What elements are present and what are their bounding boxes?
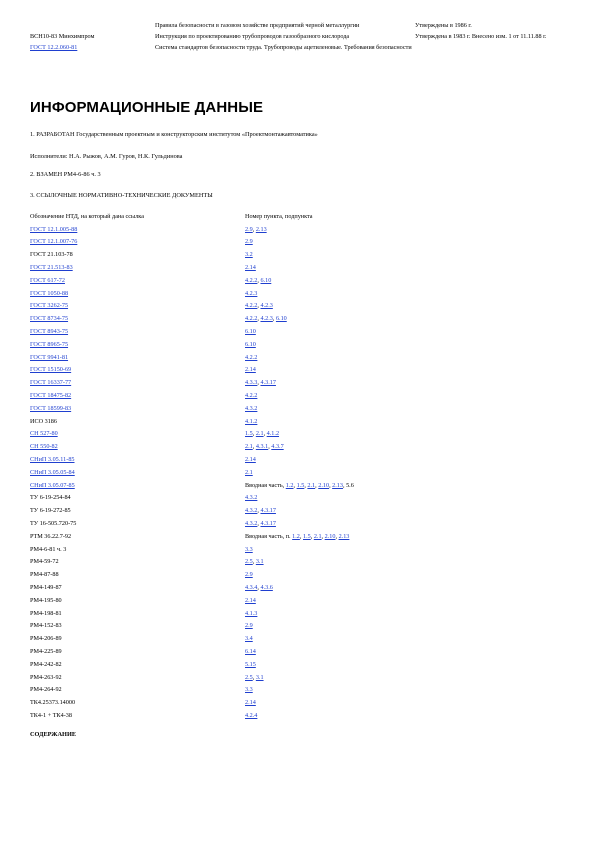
related-document-status: Утверждены в 1986 г. [415,22,472,29]
reference-document: ТУ 16-505.720-75 [30,520,77,528]
reference-row [30,594,550,607]
reference-point-link[interactable]: 3.4 [245,635,253,643]
reference-point-link[interactable]: 4.2.4 [245,711,258,719]
reference-row [30,274,550,287]
reference-row [30,364,550,377]
reference-row [30,351,550,364]
reference-document[interactable]: ГОСТ 3262-75 [30,302,69,310]
references-section-title: 3. ССЫЛОЧНЫЕ НОРМАТИВНО-ТЕХНИЧЕСКИЕ ДОКУМЕНТЫ [30,192,213,199]
reference-points-cell [245,402,550,415]
reference-point-link[interactable]: 4.3.6 [260,584,273,591]
related-document-row [30,22,570,33]
reference-document[interactable]: СН 527-80 [30,430,58,438]
developer-section: 1. РАЗРАБОТАН Государственным проектным и конструкторским институтом «Проектмонтажавтоматика» [30,131,318,138]
reference-points-cell: 4.2.2, 4.2.3 [245,302,273,310]
reference-point-link[interactable]: 4.2.3 [260,315,273,323]
reference-point-link[interactable]: 2.1 [307,481,316,489]
reference-point-link[interactable]: 1.5 [302,532,311,540]
reference-point-link[interactable]: 1.2 [285,481,294,489]
reference-point-link[interactable]: 2.9 [245,225,253,233]
related-document-status [415,44,570,55]
related-document-row [30,44,570,55]
reference-document: РМ4-59-72 [30,558,59,566]
reference-points-cell [245,248,550,261]
reference-point-link[interactable]: 2.5 [245,673,253,681]
reference-points-cell [245,632,550,645]
reference-document: РМ4-149-87 [30,584,62,591]
reference-point-link[interactable]: 1.5 [245,430,253,438]
reference-row [30,581,550,594]
reference-point-link[interactable]: 2.1 [255,430,264,438]
reference-row [30,517,550,530]
reference-document: РМ4-206-89 [30,635,62,643]
replaces-section: 2. ВЗАМЕН РМ4-6-86 ч. 3 [30,171,101,178]
reference-points-cell [245,389,550,402]
reference-point-link[interactable]: 4.1.2 [245,417,258,425]
reference-row [30,466,550,479]
reference-document[interactable]: СНиП 3.05.11-85 [30,456,75,464]
reference-row [30,479,550,492]
reference-document: РМ4-152-83 [30,622,62,630]
reference-point-link[interactable]: 2.9 [245,622,253,630]
reference-points-cell: 4.3.4, 4.3.6 [245,584,273,591]
reference-document: РМ4-195-80 [30,596,62,604]
reference-points-cell [245,287,550,300]
reference-document: РМ4-225-89 [30,647,62,655]
reference-points-cell [245,709,550,722]
reference-point-link[interactable]: 4.3.3 [245,379,258,387]
reference-points-suffix: , 5.6 [342,481,354,489]
reference-point-link[interactable]: 4.2.3 [260,302,273,310]
reference-document[interactable]: ГОСТ 12.1.007-76 [30,238,78,246]
reference-points-cell: 2.5, 3.1 [245,558,264,566]
reference-document: ТУ 6-19-254-84 [30,494,71,502]
reference-row [30,389,550,402]
reference-point-link[interactable]: 2.9 [245,238,253,246]
reference-point-link[interactable]: 4.3.2 [245,520,258,528]
reference-document[interactable]: СНиП 3.05.05-84 [30,468,75,476]
related-document-row [30,33,570,44]
reference-document[interactable]: ГОСТ 21.513-83 [30,264,73,272]
reference-document[interactable]: ГОСТ 18599-83 [30,404,72,412]
reference-point-link[interactable]: 4.3.17 [260,379,276,387]
reference-row [30,568,550,581]
related-document-code: ВСН10-83 Минхимпром [30,33,95,40]
reference-row [30,440,550,453]
reference-point-link[interactable]: 4.1.3 [245,609,258,617]
reference-document[interactable]: СН 550-82 [30,443,58,451]
reference-points-prefix: Вводная часть, п. [245,532,293,540]
reference-document[interactable]: ГОСТ 9941-81 [30,353,69,361]
reference-points-cell [245,607,550,620]
reference-point-link[interactable]: 6.10 [245,328,256,336]
reference-point-link[interactable]: 3.2 [245,251,253,259]
reference-point-link[interactable]: 4.3.2 [245,404,258,412]
page-title: ИНФОРМАЦИОННЫЕ ДАННЫЕ [30,99,264,116]
reference-row [30,632,550,645]
reference-points-cell [245,594,550,607]
reference-points-cell [245,351,550,364]
reference-row [30,223,550,236]
reference-point-link[interactable]: 4.3.7 [271,443,284,451]
reference-point-link[interactable]: 4.2.2 [245,302,258,310]
reference-point-link[interactable]: 3.1 [255,558,264,566]
reference-point-link[interactable]: 1.5 [296,481,305,489]
reference-point-link[interactable]: 5.15 [245,660,256,668]
reference-row [30,312,550,325]
reference-document[interactable]: ГОСТ 1050-88 [30,289,69,297]
reference-point-link[interactable]: 2.14 [245,596,256,604]
reference-points-cell [245,645,550,658]
reference-point-link[interactable]: 4.3.17 [260,520,276,528]
reference-row [30,645,550,658]
reference-points-cell [245,543,550,556]
reference-points-cell [245,696,550,709]
reference-row [30,428,550,441]
reference-row [30,696,550,709]
reference-document: РМ4-198-81 [30,609,62,617]
reference-point-link[interactable]: 4.3.2 [245,494,258,502]
reference-points-prefix: Вводная часть, [245,481,286,489]
related-document-title: Инструкция по проектированию трубопроводов газообразного кислорода [155,33,350,40]
reference-document: РМ4-264-92 [30,686,62,694]
reference-row [30,530,550,543]
reference-point-link[interactable]: 3.3 [245,545,253,553]
references-header-row [30,210,550,223]
reference-document[interactable]: СНиП 3.05.07-85 [30,481,75,489]
reference-points-cell [245,620,550,633]
reference-row [30,453,550,466]
reference-row [30,376,550,389]
reference-row [30,287,550,300]
reference-point-link[interactable]: 4.2.2 [245,315,258,323]
reference-points-cell [245,683,550,696]
reference-points-cell [245,568,550,581]
header-document: Обозначение НТД, на который дана ссылка [30,212,144,220]
reference-row [30,248,550,261]
reference-document[interactable]: ГОСТ 18475-82 [30,392,72,400]
reference-points-cell [245,415,550,428]
reference-point-link[interactable]: 4.3.1 [255,443,269,451]
reference-point-link[interactable]: 2.1 [245,443,253,451]
reference-document: ИСО 3186 [30,417,57,425]
related-document-title: Правила безопасности в газовом хозяйстве предприятий черной металлургии [155,22,360,29]
reference-document: РМ4-87-88 [30,571,59,579]
reference-document: ТК4-1 + ТК4-38 [30,711,72,719]
reference-row [30,658,550,671]
header-points: Номер пункта, подпункта [245,212,313,220]
reference-points-cell: 4.2.2, 6.10 [245,276,272,284]
reference-points-cell: 2.5, 3.1 [245,673,264,681]
reference-points-cell [245,236,550,249]
reference-points-cell: 4.3.3, 4.3.17 [245,379,276,387]
reference-point-link[interactable]: 2.10 [318,481,330,489]
related-document-title: Система стандартов безопасности труда. Трубопроводы ацетиленовые. Требования безопасности [155,44,412,51]
reference-point-link[interactable]: 2.5 [245,558,253,566]
contents-link[interactable]: СОДЕРЖАНИЕ [30,731,77,738]
reference-document: РТМ 36.22.7-92 [30,532,72,540]
reference-document: РМ4-242-82 [30,660,62,668]
reference-document[interactable]: ГОСТ 8734-75 [30,315,69,323]
reference-points-cell: Вводная часть, 1.2, 1.5, 2.1, 2.10, 2.13, 5.6 [245,481,354,489]
performers-line: Исполнители: Н.А. Рыжов, А.М. Гуров, Н.К. Гульдинова [30,153,183,160]
reference-point-link[interactable]: 4.3.2 [245,507,258,515]
related-documents-table [30,22,570,55]
reference-point-link[interactable]: 4.2.3 [245,289,258,297]
reference-points-cell: 2.9, 2.13 [245,225,267,233]
reference-points-cell: 2.1, 4.3.1, 4.3.7 [245,443,284,451]
reference-document[interactable]: ГОСТ 617-72 [30,276,65,284]
reference-point-link[interactable]: 2.13 [338,532,350,540]
reference-document: РМ4-6-81 ч. 3 [30,545,67,553]
reference-points-cell [245,364,550,377]
reference-point-link[interactable]: 4.3.17 [260,507,276,515]
references-table [30,210,550,722]
reference-point-link[interactable]: 3.3 [245,686,253,694]
reference-point-link[interactable]: 6.10 [260,276,272,284]
reference-point-link[interactable]: 4.1.2 [266,430,280,438]
reference-document[interactable]: ГОСТ 8965-75 [30,340,69,348]
related-document-code [30,22,155,33]
reference-document[interactable]: ГОСТ 15150-69 [30,366,72,374]
reference-row [30,325,550,338]
related-document-status: Утверждена в 1983 г. Внесено изм. 1 от 11.11.88 г. [415,33,547,40]
reference-document[interactable]: ГОСТ 8943-75 [30,328,69,336]
reference-row [30,261,550,274]
reference-point-link[interactable]: 6.10 [245,340,256,348]
reference-point-link[interactable]: 2.1 [313,532,322,540]
reference-point-link[interactable]: 2.1 [245,468,253,476]
reference-points-cell: Вводная часть, п. 1.2, 1.5, 2.1, 2.10, 2.13 [245,532,350,540]
related-documents-body [30,22,570,55]
reference-points-cell: 4.2.2, 4.2.3, 6.10 [245,315,287,323]
reference-point-link[interactable]: 2.13 [332,481,343,489]
reference-document: РМ4-263-92 [30,673,62,681]
reference-points-cell: 4.3.2, 4.3.17 [245,507,276,515]
reference-point-link[interactable]: 2.14 [245,699,256,707]
reference-point-link[interactable]: 1.2 [292,532,300,540]
reference-point-link[interactable]: 2.10 [324,532,336,540]
references-body [30,223,550,722]
reference-row [30,683,550,696]
reference-row [30,492,550,505]
reference-row [30,504,550,517]
reference-row [30,671,550,684]
reference-point-link[interactable]: 2.14 [245,366,256,374]
reference-points-cell [245,338,550,351]
reference-points-cell: 1.5, 2.1, 4.1.2 [245,430,280,438]
reference-document[interactable]: ГОСТ 16337-77 [30,379,72,387]
reference-row [30,607,550,620]
reference-points-cell: 4.3.2, 4.3.17 [245,520,276,528]
reference-row [30,300,550,313]
reference-point-link[interactable]: 4.2.2 [245,353,258,361]
reference-document: ГОСТ 21.103-78 [30,251,73,259]
reference-row [30,620,550,633]
reference-point-link[interactable]: 4.2.2 [245,276,258,284]
reference-point-link[interactable]: 2.13 [255,225,267,233]
reference-point-link[interactable]: 2.9 [245,571,253,579]
reference-document: ТК4.25373.14000 [30,699,76,707]
reference-points-cell [245,325,550,338]
reference-row [30,236,550,249]
related-document-code[interactable]: ГОСТ 12.2.060-81 [30,44,78,51]
reference-row [30,402,550,415]
reference-points-cell [245,453,550,466]
reference-point-link[interactable]: 6.14 [245,647,256,655]
reference-row [30,556,550,569]
reference-row [30,543,550,556]
reference-points-cell [245,658,550,671]
reference-points-cell [245,261,550,274]
reference-point-link[interactable]: 4.3.4 [245,584,258,591]
reference-row [30,415,550,428]
reference-document[interactable]: ГОСТ 12.1.005-88 [30,225,78,233]
reference-point-link[interactable]: 2.14 [245,456,256,464]
reference-row [30,338,550,351]
reference-points-cell [245,492,550,505]
reference-point-link[interactable]: 6.10 [275,315,287,323]
reference-point-link[interactable]: 4.2.2 [245,392,258,400]
reference-points-cell [245,466,550,479]
reference-document: ТУ 6-19-272-85 [30,507,71,515]
reference-row [30,709,550,722]
reference-point-link[interactable]: 3.1 [255,673,264,681]
reference-point-link[interactable]: 2.14 [245,264,256,272]
